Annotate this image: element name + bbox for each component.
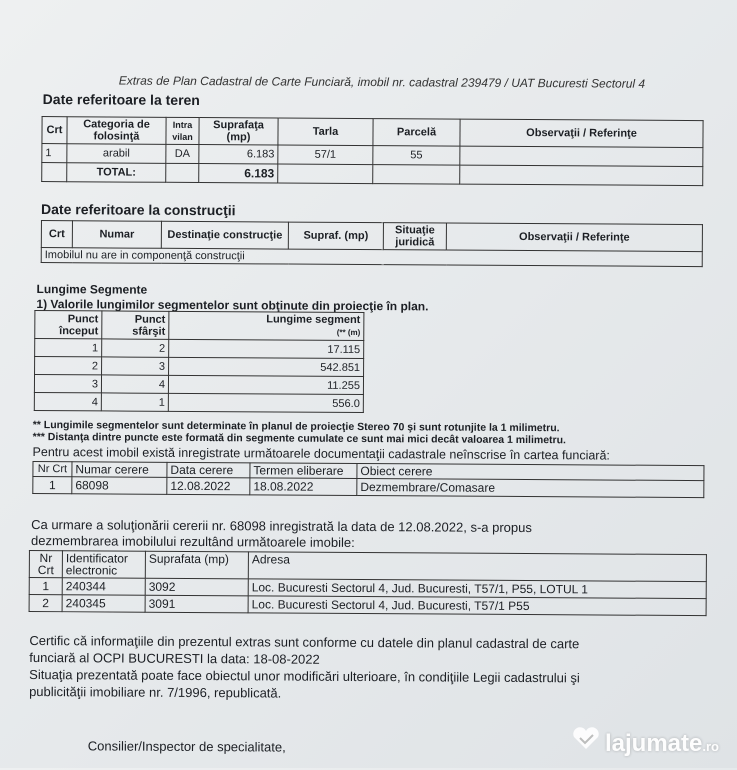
cell-nr: 1 [29, 577, 62, 594]
cell-numar: 68098 [72, 477, 167, 495]
table-row [33, 477, 704, 498]
th-lungime-unit: (** (m) [336, 327, 361, 338]
rezultat-line-1: Ca urmare a soluţionării cererii nr. 68098 inregistrată la data de 12.08.2022, s-a propus [31, 516, 532, 536]
teren-table [41, 116, 703, 186]
watermark-name: lajumate [605, 730, 703, 757]
th-adresa: Adresa [248, 552, 706, 582]
documentatii-table [32, 461, 704, 498]
cell-length: 17.115 [169, 339, 364, 358]
segmente-note-1: ** Lungimile segmentelor sunt determinate în planul de proiecţie Stereo 70 şi sunt rotunjite la 1 milimetru. [32, 419, 560, 435]
cell-id: 240345 [62, 595, 145, 613]
cell-crt: 1 [42, 144, 67, 163]
cell-start: 1 [35, 339, 102, 357]
certificare-line-1: Certific că informaţiile din prezentul extras sunt conforme cu datele din planul cadastral de carte [29, 632, 580, 652]
cell-suprafata: 3092 [145, 578, 248, 596]
th-crt: Crt [42, 117, 67, 144]
th-tarla: Tarla [278, 118, 373, 146]
th-observatii: Observaţii / Referinţe [446, 223, 702, 252]
cell-end: 4 [101, 375, 168, 393]
cell-start: 4 [34, 393, 101, 411]
cell-end: 3 [102, 357, 169, 375]
segmente-heading: Lungime Segmente [36, 282, 148, 297]
th-numar-cerere: Numar cerere [72, 462, 167, 478]
table-row [35, 357, 364, 377]
th-lungime [169, 311, 364, 340]
total-value: 6.183 [199, 164, 278, 183]
rezultat-line-2: dezmembrarea imobilului rezultând următoarele imobile: [30, 532, 355, 550]
th-categoria: Categoria de folosinţă [67, 117, 166, 145]
watermark-logo [571, 727, 719, 758]
imobile-table [29, 550, 707, 616]
table-row [29, 594, 706, 615]
th-obiect: Obiect cerere [357, 463, 704, 480]
constructii-heading: Date referitoare la construcţii [40, 201, 236, 219]
watermark-tld: .ro [702, 739, 719, 754]
cell-length: 556.0 [168, 393, 363, 412]
cell-categoria: arabil [67, 144, 166, 164]
cell-nr: 2 [29, 594, 62, 611]
total-row [42, 163, 703, 186]
cell-id: 240344 [62, 578, 145, 596]
cell-parcela: 55 [373, 146, 460, 166]
table-row [34, 393, 363, 413]
signature-label: Consilier/Inspector de specialitate, [87, 738, 286, 755]
th-crt: Crt [41, 221, 72, 248]
th-termen: Termen eliberare [250, 463, 357, 479]
th-observatii: Observaţii / Referinţe [460, 119, 703, 147]
th-intravilan: Intra vilan [166, 117, 199, 144]
constructii-table [41, 220, 703, 267]
th-situatie: Situaţie juridică [383, 223, 446, 250]
cell-start: 2 [35, 357, 102, 375]
certificare-line-4: publicităţii imobiliare nr. 7/1996, republicată. [29, 683, 282, 701]
th-suprafata: Suprafaţa (mp) [199, 118, 278, 145]
th-suprafata: Supraf. (mp) [288, 222, 383, 250]
teren-heading: Date referitoare la teren [42, 91, 200, 109]
cell-tarla: 57/1 [278, 145, 373, 165]
extract-title: Extras de Plan Cadastral de Carte Funciară, imobil nr. cadastral 239479 / UAT Bucuresti Sectorul 4 [118, 73, 646, 91]
cell-end: 2 [102, 339, 169, 357]
th-lungime-label: Lungime segment [266, 313, 361, 327]
segmente-table [34, 310, 365, 413]
certificare-line-2: funciară al OCPI BUCURESTI la data: 18-08-2022 [29, 649, 320, 667]
documentatii-intro: Pentru acest imobil există inregistrate următoarele documentaţii cadastrale neînscrise în cartea funciară: [32, 445, 610, 463]
th-punct-inceput: Punct început [35, 311, 102, 339]
cell-termen: 18.08.2022 [250, 478, 357, 496]
segmente-subheading: 1) Valorile lungimilor segmentelor sunt obţinute din proiecţie în plan. [36, 297, 429, 314]
certificare-line-3: Situaţia prezentată poate face obiectul unor modificări ulterioare, în condiţiile Legii cadastrului şi [29, 666, 580, 686]
cell-suprafata: 3091 [145, 595, 248, 613]
th-nr-crt: Nr Crt [33, 462, 72, 477]
th-parcela: Parcelă [373, 119, 460, 147]
th-destinatie: Destinaţie construcţie [161, 221, 288, 249]
cell-intravilan: DA [166, 144, 199, 163]
th-numar: Numar [72, 221, 161, 249]
cell-suprafata: 6.183 [199, 145, 278, 164]
cell-start: 3 [34, 375, 101, 393]
cell-length: 542.851 [169, 357, 364, 376]
cell-obiect: Dezmembrare/Comasare [357, 478, 704, 497]
th-suprafata: Suprafata (mp) [145, 551, 248, 579]
heart-icon [571, 727, 601, 758]
cell-adresa: Loc. Bucuresti Sectorul 4, Jud. Bucuresti, T57/1, P55, LOTUL 1 [248, 579, 706, 599]
segmente-note-2: *** Distanţa dintre puncte este formată din segmente cumulate ce sunt mai mici decât valoarea 1 milimetru. [32, 431, 567, 447]
cell-nr: 1 [33, 477, 72, 494]
cell-data: 12.08.2022 [167, 477, 250, 495]
th-identificator: Identificator electronic [62, 551, 145, 579]
cell-adresa: Loc. Bucuresti Sectorul 4, Jud. Bucuresti, T57/1 P55 [248, 596, 706, 616]
th-data-cerere: Data cerere [167, 462, 250, 478]
total-label: TOTAL: [67, 163, 166, 183]
table-row [35, 339, 364, 359]
th-punct-sfarsit: Punct sfârşit [102, 311, 169, 339]
th-nr-crt: Nr Crt [29, 550, 62, 577]
table-row [34, 375, 363, 395]
cell-length: 11.255 [168, 375, 363, 394]
cell-observatii [460, 146, 703, 166]
cell-end: 1 [101, 393, 168, 411]
constructii-empty-note: Imobilul nu are in componenţă construcţii [41, 248, 702, 267]
